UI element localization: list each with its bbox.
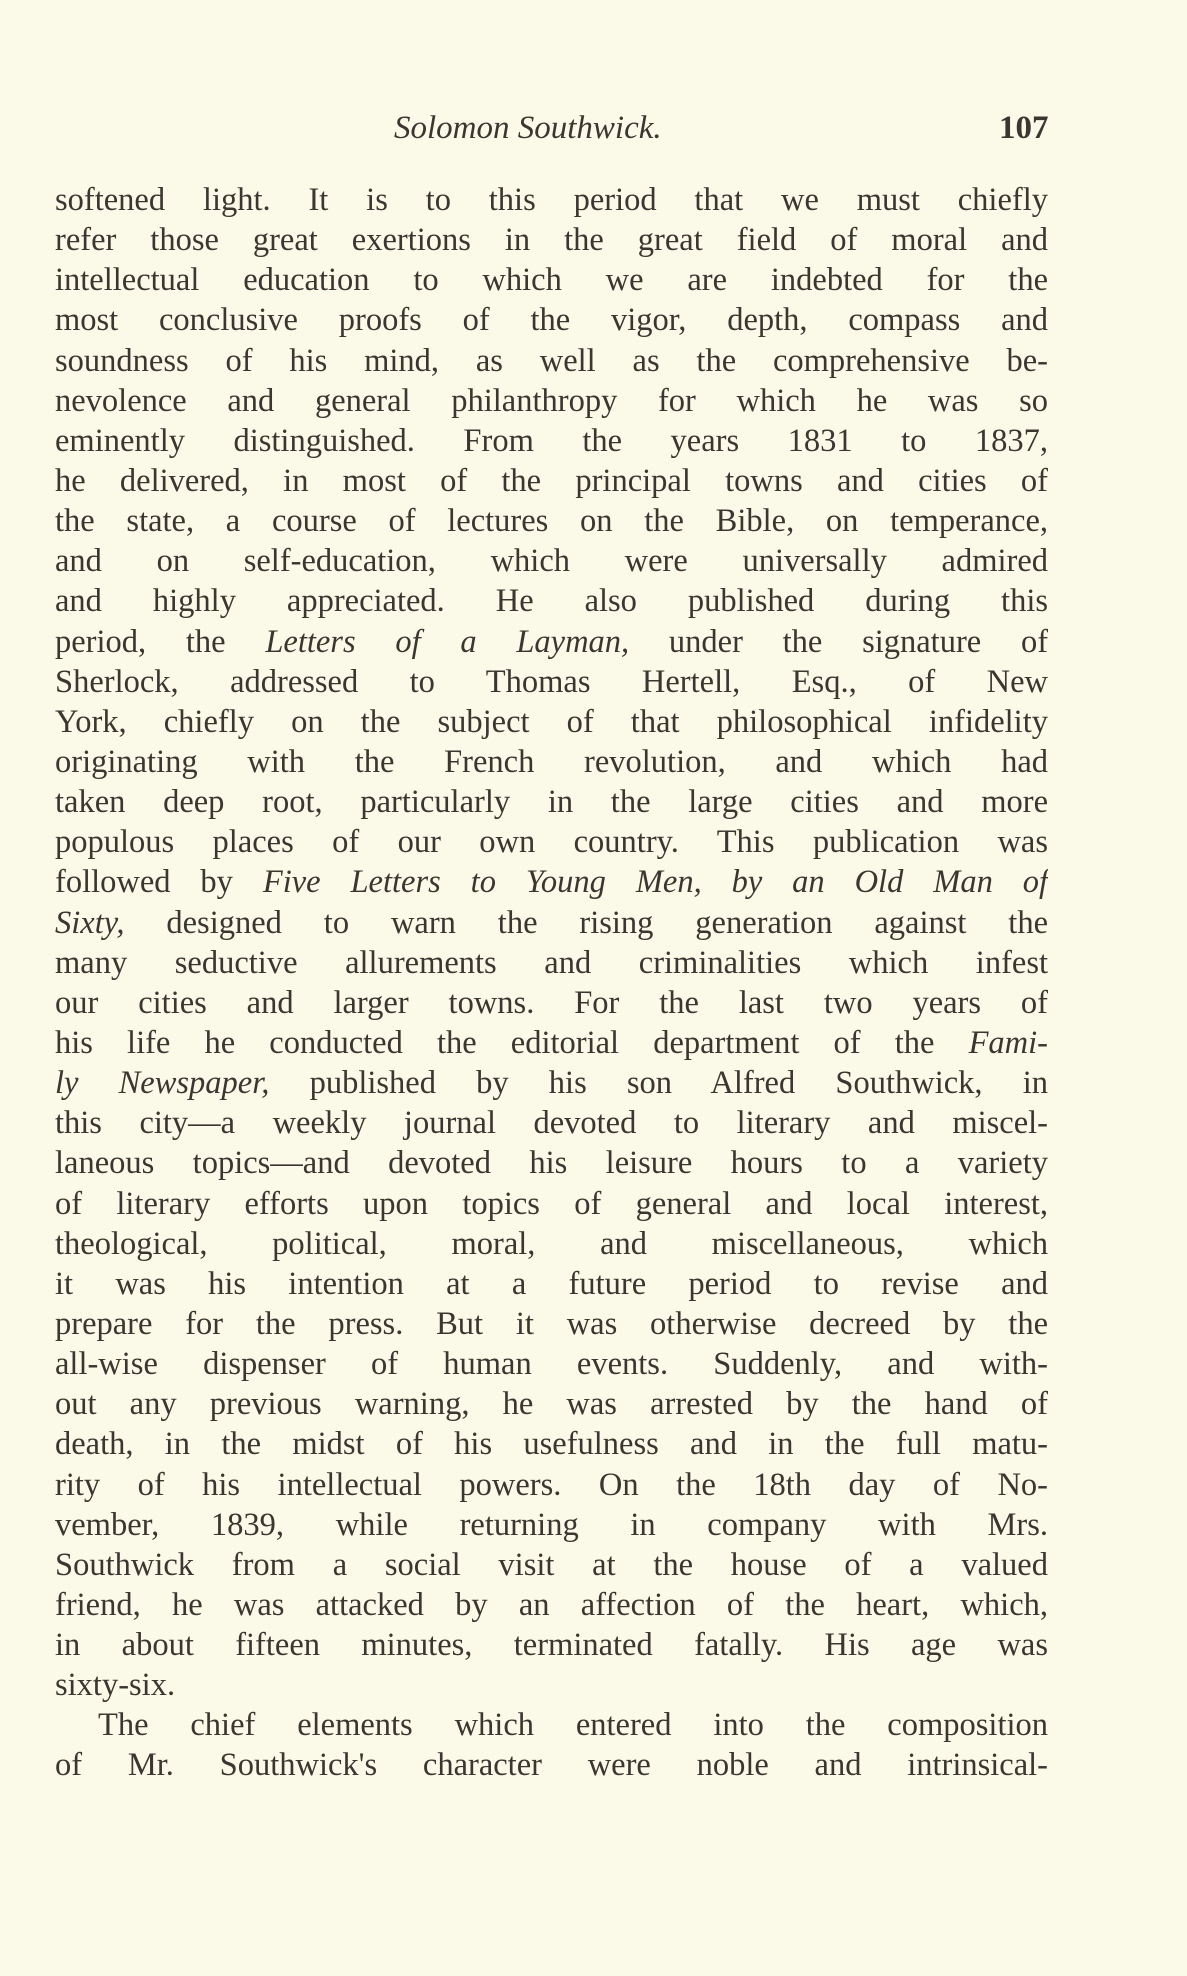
text-line bbox=[55, 1665, 1048, 1705]
line-text: eminently distinguished. From the years 1831 to 1837, bbox=[55, 422, 1048, 459]
line-text: our cities and larger towns. For the last two years of bbox=[55, 984, 1048, 1021]
text-line bbox=[55, 1745, 1048, 1785]
text-line bbox=[55, 1063, 1048, 1103]
line-text: most conclusive proofs of the vigor, depth, compass and bbox=[55, 302, 1048, 339]
line-text: Southwick from a social visit at the house of a valued bbox=[55, 1546, 1048, 1583]
running-header-title: Solomon Southwick. bbox=[394, 110, 662, 146]
text-line bbox=[55, 822, 1048, 862]
text-line bbox=[55, 541, 1048, 581]
line-text: out any previous warning, he was arrested by the hand of bbox=[55, 1386, 1048, 1423]
text-line bbox=[55, 983, 1048, 1023]
line-text: originating with the French revolution, and which had bbox=[55, 743, 1048, 780]
line-text: followed by bbox=[55, 864, 263, 901]
line-text: in about fifteen minutes, terminated fatally. His age was bbox=[55, 1627, 1048, 1664]
line-text: sixty-six. bbox=[55, 1667, 176, 1704]
line-text: designed to warn the rising generation against the bbox=[124, 904, 1048, 941]
text-line bbox=[55, 903, 1048, 943]
text-line bbox=[55, 1585, 1048, 1625]
line-text: nevolence and general philanthropy for which he was so bbox=[55, 382, 1048, 419]
text-line bbox=[55, 1344, 1048, 1384]
text-line bbox=[55, 862, 1048, 902]
text-line bbox=[55, 1545, 1048, 1585]
text-line bbox=[55, 1264, 1048, 1304]
text-line bbox=[55, 782, 1048, 822]
body-text bbox=[55, 180, 1048, 1786]
text-line bbox=[55, 300, 1048, 340]
text-line bbox=[55, 341, 1048, 381]
line-text: rity of his intellectual powers. On the 18th day of No- bbox=[55, 1466, 1048, 1503]
text-line bbox=[55, 662, 1048, 702]
line-text: The chief elements which entered into the composition bbox=[98, 1707, 1048, 1744]
text-line bbox=[55, 1705, 1048, 1745]
line-text: populous places of our own country. This publication was bbox=[55, 824, 1048, 861]
line-text: of literary efforts upon topics of general and local interest, bbox=[55, 1185, 1048, 1222]
text-line bbox=[55, 501, 1048, 541]
text-line bbox=[55, 742, 1048, 782]
page-number: 107 bbox=[999, 110, 1049, 146]
line-text: all-wise dispenser of human events. Suddenly, and with- bbox=[55, 1346, 1048, 1383]
line-text: prepare for the press. But it was otherwise decreed by the bbox=[55, 1305, 1048, 1342]
text-line bbox=[55, 1143, 1048, 1183]
line-text: Sherlock, addressed to Thomas Hertell, Esq., of New bbox=[55, 663, 1048, 700]
line-text: this city—a weekly journal devoted to literary and miscel- bbox=[55, 1105, 1048, 1142]
line-text: he delivered, in most of the principal towns and cities of bbox=[55, 462, 1048, 499]
line-text: theological, political, moral, and miscellaneous, which bbox=[55, 1225, 1048, 1262]
text-line bbox=[55, 1224, 1048, 1264]
text-line bbox=[55, 1424, 1048, 1464]
text-line bbox=[55, 1184, 1048, 1224]
text-line bbox=[55, 1023, 1048, 1063]
italic-title-text: Sixty, bbox=[55, 904, 125, 941]
text-line bbox=[55, 1103, 1048, 1143]
text-line bbox=[55, 581, 1048, 621]
line-text: and on self-education, which were universally admired bbox=[55, 543, 1048, 580]
text-line bbox=[55, 943, 1048, 983]
italic-title-text: Fami- bbox=[968, 1024, 1048, 1061]
text-line bbox=[55, 220, 1048, 260]
text-line bbox=[55, 1465, 1048, 1505]
line-text: York, chiefly on the subject of that philosophical infidelity bbox=[55, 703, 1048, 740]
text-line bbox=[55, 180, 1048, 220]
text-line bbox=[55, 421, 1048, 461]
text-line bbox=[55, 1625, 1048, 1665]
line-text: friend, he was attacked by an affection of the heart, which, bbox=[55, 1586, 1048, 1623]
text-line bbox=[55, 702, 1048, 742]
italic-title-text: ly Newspaper, bbox=[55, 1065, 270, 1102]
line-text: laneous topics—and devoted his leisure hours to a variety bbox=[55, 1145, 1048, 1182]
text-line bbox=[55, 381, 1048, 421]
line-text: vember, 1839, while returning in company with Mrs. bbox=[55, 1506, 1048, 1543]
text-line bbox=[55, 461, 1048, 501]
text-line bbox=[55, 1505, 1048, 1545]
italic-title-text: Letters of a Layman, bbox=[265, 623, 630, 660]
line-text: softened light. It is to this period that we must chiefly bbox=[55, 182, 1048, 218]
line-text: refer those great exertions in the great field of moral and bbox=[55, 222, 1048, 259]
text-line bbox=[55, 622, 1048, 662]
line-text: death, in the midst of his usefulness and in the full matu- bbox=[55, 1426, 1048, 1463]
line-text: his life he conducted the editorial department of the bbox=[55, 1024, 969, 1061]
line-text: period, the bbox=[55, 623, 266, 660]
line-text: intellectual education to which we are indebted for the bbox=[55, 262, 1048, 299]
text-line bbox=[55, 1384, 1048, 1424]
line-text: taken deep root, particularly in the large cities and more bbox=[55, 784, 1048, 821]
text-line bbox=[55, 260, 1048, 300]
line-text: many seductive allurements and criminalities which infest bbox=[55, 944, 1048, 981]
line-text: published by his son Alfred Southwick, in bbox=[269, 1065, 1048, 1102]
line-text: it was his intention at a future period to revise and bbox=[55, 1265, 1048, 1302]
text-line bbox=[55, 1304, 1048, 1344]
line-text: the state, a course of lectures on the Bible, on temperance, bbox=[55, 503, 1048, 540]
line-text: of Mr. Southwick's character were noble and intrinsical- bbox=[55, 1747, 1048, 1784]
line-text: under the signature of bbox=[629, 623, 1048, 660]
line-text: soundness of his mind, as well as the comprehensive be- bbox=[55, 342, 1048, 379]
line-text: and highly appreciated. He also published during this bbox=[55, 583, 1048, 620]
italic-title-text: Five Letters to Young Men, by an Old Man of bbox=[262, 864, 1048, 901]
